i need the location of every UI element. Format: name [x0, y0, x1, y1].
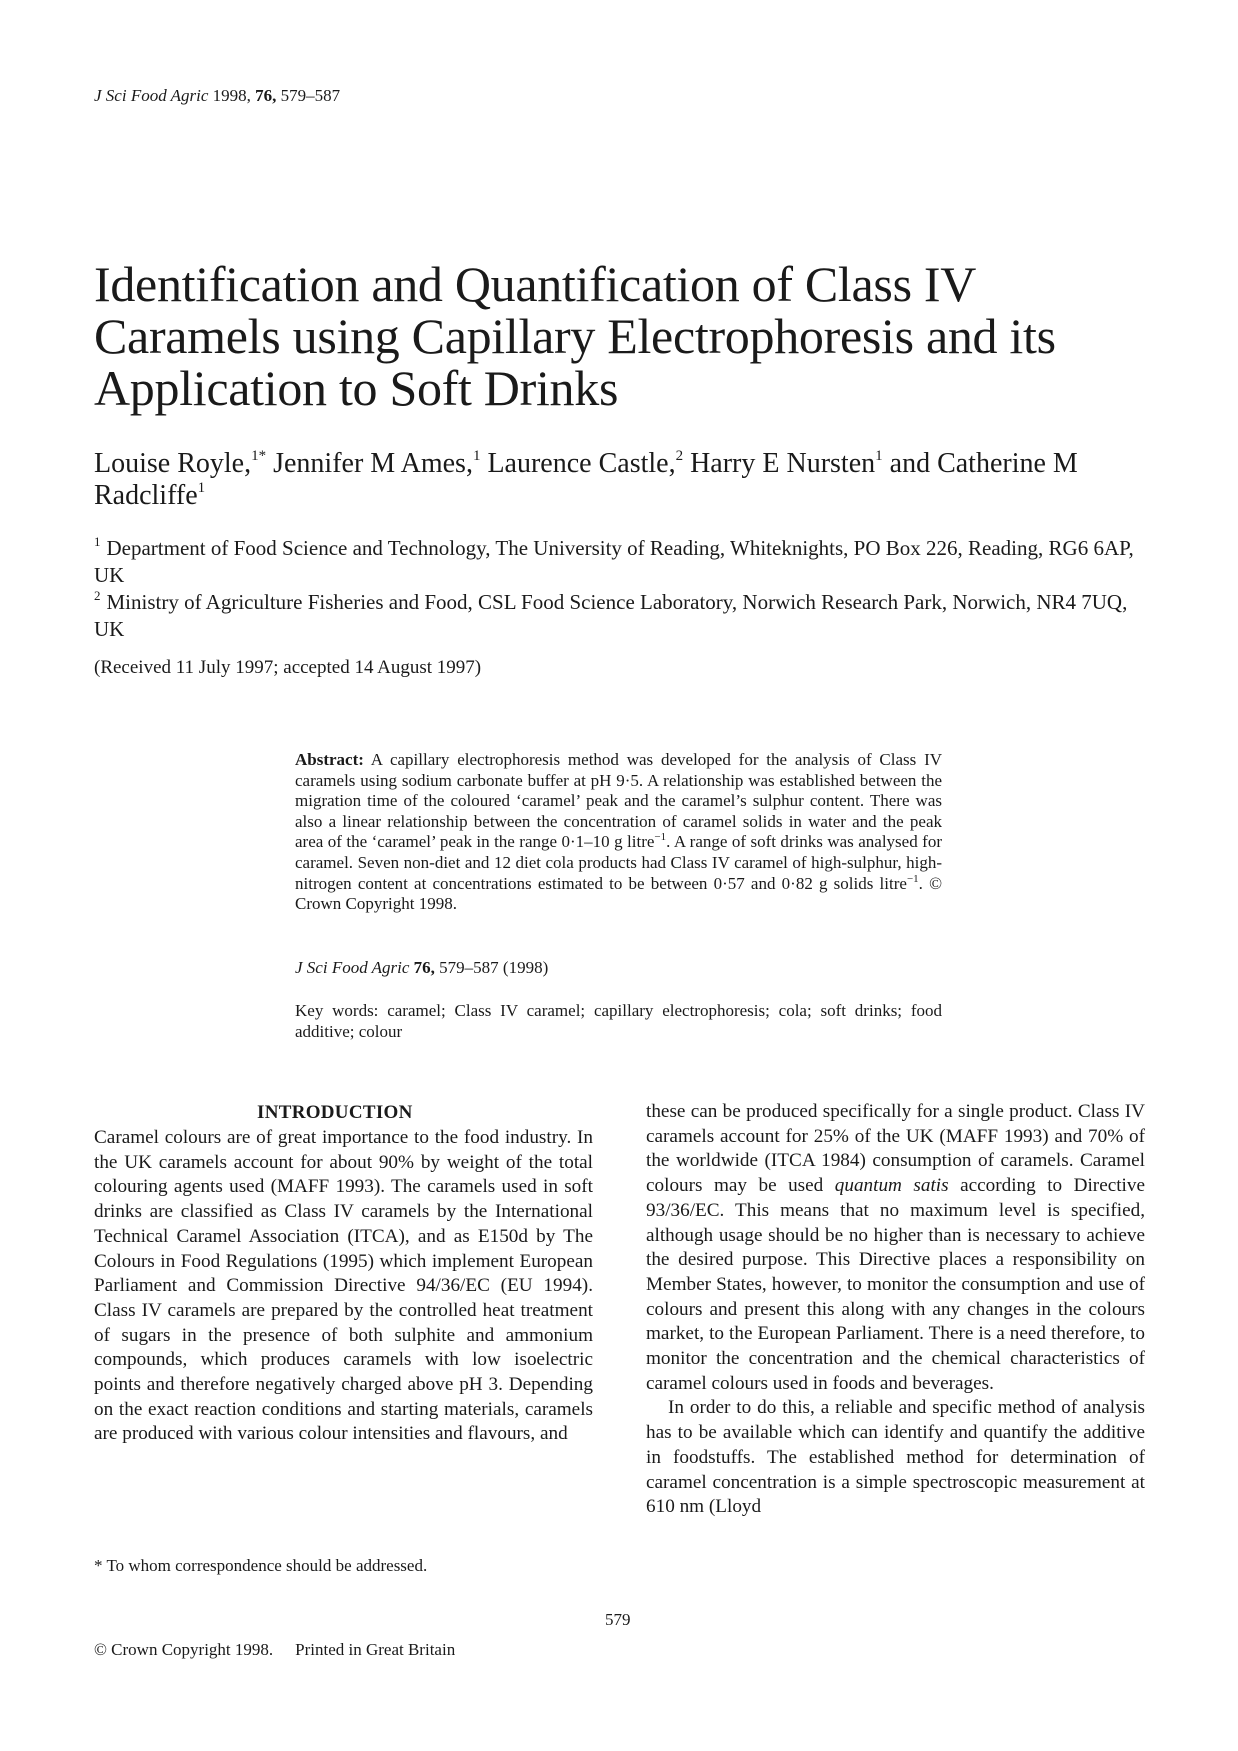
affiliation-number: 1 — [94, 534, 101, 549]
author-affiliation-marker: 1 — [197, 480, 206, 496]
author-name: Jennifer M Ames, — [273, 448, 473, 479]
footer — [94, 1640, 455, 1660]
citation-journal: J Sci Food Agric — [295, 958, 410, 977]
author-name: and Catherine M Radcliffe — [94, 448, 1078, 511]
body-paragraph: Caramel colours are of great importance to the food industry. In the UK caramels account for about 90% by weight of the total colouring agents used (MAFF 1993). The caramels used in soft drinks are classified as Class IV caramels by the International Technical Caramel Association (ITCA), and as E150d by The Colours in Food Regulations (1995) which implement European Parliament and Commission Directive 94/36/EC (EU 1994). Class IV caramels are prepared by the controlled heat treatment of sugars in the presence of both sulphite and ammonium compounds, which produces caramels with low isoelectric points and therefore negatively charged above pH 3. Depending on the exact reaction conditions and starting materials, caramels are produced with various colour intensities and flavours, and — [94, 1127, 593, 1445]
affiliation-text: Ministry of Agriculture Fisheries and Food, CSL Food Science Laboratory, Norwich Research Park, Norwich, NR4 7UQ, UK — [94, 590, 1128, 641]
italic-term: quantum satis — [834, 1175, 949, 1197]
affiliation-number: 2 — [94, 588, 101, 603]
abstract — [295, 750, 942, 915]
left-column — [94, 1126, 593, 1447]
abstract-label: Abstract: — [295, 750, 364, 769]
abstract-text: . A range of soft drinks was analysed for caramel. Seven non-diet and 12 diet cola products had Class IV caramel of high-sulphur, high-nitrogen content at concentrations estimated to be between 0·57 and 0·82 g solids litre — [295, 832, 942, 893]
abstract-text: . © Crown Copyright 1998. — [295, 873, 943, 914]
page-number: 579 — [605, 1610, 631, 1629]
affiliation-text: Department of Food Science and Technology, The University of Reading, Whiteknights, PO Box 226, Reading, RG6 6AP, UK — [94, 536, 1134, 587]
unit-exponent: −1 — [906, 872, 919, 885]
journal-year: 1998, — [212, 86, 251, 105]
paper-title: Identification and Quantification of Class IV Caramels using Capillary Electrophoresis and its Application to Soft Drinks — [94, 256, 1056, 416]
body-text: according to Directive 93/36/EC. This means that no maximum level is specified, although usage should be no higher than is necessary to achieve the desired purpose. This Directive places a responsibility on Member States, however, to monitor the consumption and use of colours and present this along with any changes in the colours market, to the European Parliament. There is a need therefore, to monitor the concentration and the chemical characteristics of caramel colours used in foods and beverages. — [646, 1175, 1145, 1394]
author-affiliation-marker: 2 — [675, 448, 684, 464]
author-affiliation-marker: 1* — [251, 448, 267, 464]
citation-pages: 579–587 (1998) — [439, 958, 549, 977]
keywords: Key words: caramel; Class IV caramel; capillary electrophoresis; cola; soft drinks; food additive; colour — [295, 1001, 942, 1041]
abstract-text: A capillary electrophoresis method was developed for the analysis of Class IV caramels using sodium carbonate buffer at pH 9·5. A relationship was established between the migration time of the coloured ‘caramel’ peak and the caramel’s sulphur content. There was also a linear relationship between the concentration of caramel solids in water and the peak area of the ‘caramel’ peak in the range 0·1–10 g litre — [295, 750, 943, 852]
author-affiliation-marker: 1 — [472, 448, 481, 464]
author-name: Harry E Nursten — [690, 448, 876, 479]
body-paragraph: In order to do this, a reliable and specific method of analysis has to be available which can identify and quantify the additive in foodstuffs. The established method for determination of caramel concentration is a simple spectroscopic measurement at 610 nm (Lloyd — [646, 1397, 1145, 1518]
printed-notice: Printed in Great Britain — [295, 1640, 456, 1659]
affiliation — [94, 589, 1154, 643]
received-dates: (Received 11 July 1997; accepted 14 August 1997) — [94, 657, 482, 678]
author-name: Laurence Castle, — [487, 448, 676, 479]
journal-pages: 579–587 — [280, 86, 341, 105]
citation-line — [295, 958, 942, 979]
body-paragraph — [646, 1100, 1145, 1396]
journal-reference — [94, 86, 340, 106]
author-affiliation-marker: 1 — [875, 448, 883, 464]
unit-exponent: −1 — [654, 831, 667, 844]
citation-volume: 76, — [413, 958, 435, 977]
author-name: Louise Royle, — [94, 448, 252, 479]
affiliation — [94, 535, 1154, 589]
right-column — [646, 1100, 1145, 1520]
section-heading: INTRODUCTION — [257, 1102, 413, 1123]
journal-name: J Sci Food Agric — [94, 86, 209, 105]
journal-volume: 76, — [255, 86, 277, 105]
copyright-notice: © Crown Copyright 1998. — [94, 1640, 274, 1659]
body-text: these can be produced specifically for a single product. Class IV caramels account for 25% of the UK (MAFF 1993) and 70% of the worldwide (ITCA 1984) consumption of caramels. Caramel colours may be used — [646, 1101, 1145, 1197]
footnote: * To whom correspondence should be addressed. — [94, 1556, 428, 1575]
author-list — [94, 448, 1154, 512]
